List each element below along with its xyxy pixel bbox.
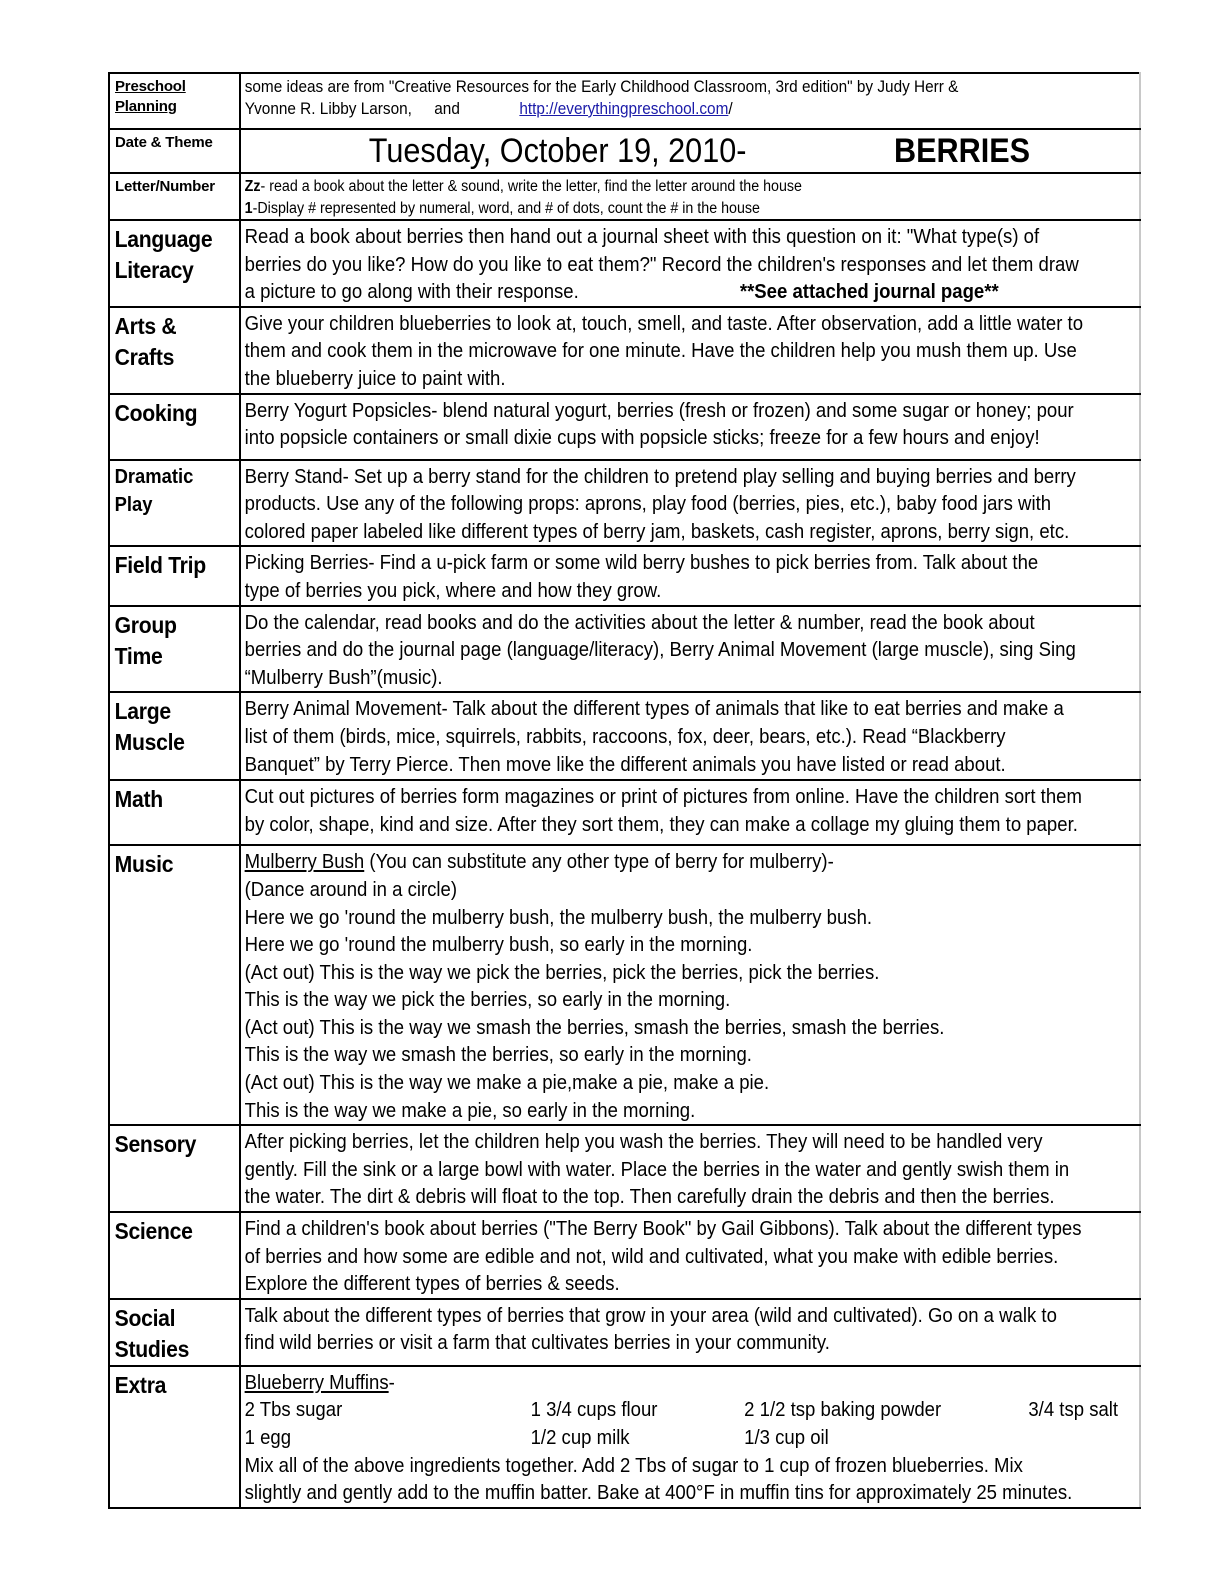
song-heading: [245, 848, 1140, 876]
table-row-dramatic-play: [109, 460, 1140, 547]
text-line: gently. Fill the sink or a large bowl with water. Place the berries in the water and gently swish them in: [244, 1157, 1070, 1181]
table-row-cooking: [109, 394, 1140, 460]
ingredient: 3/4 tsp salt: [1028, 1398, 1119, 1422]
music-cell: [240, 845, 1140, 1125]
source-credit-cell: [240, 73, 1140, 129]
cooking-cell: [240, 394, 1140, 460]
row-label-social-studies: [109, 1299, 240, 1366]
letter-activity: [245, 176, 1128, 198]
ingredient: 1 3/4 cups flour: [530, 1398, 658, 1422]
table-row-large-muscle: [109, 692, 1140, 780]
text-line: After picking berries, let the children help you wash the berries. They will need to be handled very: [244, 1130, 1043, 1154]
label-large: Large: [114, 698, 171, 725]
label-arts: Arts &: [114, 312, 177, 339]
text-line: Give your children blueberries to look at, touch, smell, and taste. After observation, add a little water to: [244, 311, 1084, 335]
song-title: Mulberry Bush: [244, 850, 365, 874]
label-date-theme: Date & Theme: [115, 134, 213, 151]
label-dramatic: Dramatic: [114, 465, 194, 488]
label-social: Social: [114, 1304, 176, 1331]
ingredient: 1/2 cup milk: [530, 1426, 630, 1449]
row-label-arts-crafts: [109, 307, 240, 394]
text-line: berries and do the journal page (language/literacy), Berry Animal Movement (large muscle), sing Sing: [244, 638, 1076, 662]
recipe-instruction-line: slightly and gently add to the muffin batter. Bake at 400°F in muffin tins for approximately 25 minutes.: [244, 1481, 1073, 1505]
label-preschool: Preschool: [115, 78, 186, 95]
text-line: “Mulberry Bush”(music).: [244, 665, 443, 689]
letter-of-day: Zz: [244, 178, 261, 195]
label-field-trip: Field Trip: [114, 552, 206, 579]
text-line: Picking Berries- Find a u-pick farm or some wild berry bushes to pick berries from. Talk about the: [244, 551, 1039, 575]
label-language: Language: [114, 226, 213, 252]
ingredients-row-2: [245, 1424, 1140, 1452]
lyric-line: This is the way we smash the berries, so early in the morning.: [244, 1043, 752, 1067]
row-label-date-theme: [109, 129, 240, 173]
text-line: of berries and how some are edible and not, wild and cultivated, what you make with edible berries.: [244, 1244, 1059, 1268]
number-activity-text: -Display # represented by numeral, word, and # of dots, count the # in the house: [252, 199, 760, 217]
source-and: and: [434, 100, 460, 118]
arts-crafts-cell: [240, 307, 1140, 394]
source-authors: Yvonne R. Libby Larson,: [244, 100, 412, 118]
text-line: find wild berries or visit a farm that cultivates berries in your community.: [244, 1331, 830, 1355]
large-muscle-cell: [240, 692, 1140, 780]
table-row-letter-number: [109, 173, 1140, 220]
text-line: [245, 278, 1140, 306]
label-play: Play: [114, 493, 153, 516]
text-line: type of berries you pick, where and how they grow.: [244, 578, 662, 602]
row-label-sensory: [109, 1125, 240, 1212]
text-line: Talk about the different types of berries that grow in your area (wild and cultivated). Go on a walk to: [244, 1303, 1057, 1327]
table-row-math: [109, 780, 1140, 845]
label-planning: Planning: [115, 98, 177, 115]
label-literacy: Literacy: [114, 257, 194, 283]
table-row-sensory: [109, 1125, 1140, 1212]
lyric-line: (Act out) This is the way we smash the berries, smash the berries, smash the berries.: [244, 1015, 945, 1039]
dramatic-play-cell: [240, 460, 1140, 547]
table-row-date-theme: [109, 129, 1140, 173]
row-label-letter-number: [109, 173, 240, 220]
everythingpreschool-link[interactable]: http://everythingpreschool.com: [519, 100, 729, 118]
text-line: list of them (birds, mice, squirrels, rabbits, raccoons, fox, deer, bears, etc.). Read “Blackberry: [244, 724, 1006, 748]
label-group: Group: [114, 611, 177, 638]
lyric-line: (Act out) This is the way we make a pie,make a pie, make a pie.: [244, 1071, 770, 1095]
ingredient: 2 1/2 tsp baking powder: [744, 1398, 942, 1422]
lyric-line: Here we go 'round the mulberry bush, so early in the morning.: [244, 933, 753, 957]
text-line: Do the calendar, read books and do the activities about the letter & number, read the book about: [244, 610, 1035, 634]
text-line: them and cook them in the microwave for one minute. Have the children help you mush them up. Use: [244, 339, 1077, 363]
text-line: the blueberry juice to paint with.: [244, 366, 506, 390]
table-row-social-studies: [109, 1299, 1140, 1366]
recipe-title-suffix: -: [388, 1370, 395, 1394]
text-line: Berry Stand- Set up a berry stand for the children to pretend play selling and buying berries and berry: [244, 464, 1076, 488]
label-science: Science: [114, 1218, 193, 1245]
label-sensory: Sensory: [114, 1131, 197, 1158]
table-row-group-time: [109, 606, 1140, 693]
row-label-field-trip: [109, 546, 240, 605]
label-math: Math: [114, 786, 163, 813]
lyric-line: (Dance around in a circle): [244, 877, 458, 901]
text-line-part: a picture to go along with their response.: [244, 280, 579, 304]
text-line: colored paper labeled like different types of berry jam, baskets, cash register, aprons, berry sign, etc.: [244, 519, 1070, 543]
text-line: products. Use any of the following props: aprons, play food (berries, pies, etc.), baby food jars with: [244, 492, 1052, 516]
extra-cell: [240, 1366, 1140, 1508]
number-of-day: 1: [244, 199, 253, 217]
text-line: Berry Yogurt Popsicles- blend natural yogurt, berries (fresh or frozen) and some sugar or honey; pour: [244, 398, 1074, 422]
ingredient: 1 egg: [244, 1426, 292, 1449]
link-suffix: /: [728, 100, 733, 118]
label-time: Time: [114, 642, 163, 669]
row-label-language-literacy: [109, 220, 240, 307]
lesson-theme: BERRIES: [894, 132, 1031, 170]
label-crafts: Crafts: [114, 343, 175, 370]
text-line: berries do you like? How do you like to eat them?" Record the children's responses and let them draw: [244, 252, 1079, 276]
text-line: Explore the different types of berries & seeds.: [244, 1272, 620, 1296]
label-extra: Extra: [114, 1371, 167, 1398]
table-row-science: [109, 1212, 1140, 1299]
text-line: Cut out pictures of berries form magazines or print of pictures from online. Have the children sort them: [244, 785, 1082, 809]
letter-number-cell: [240, 173, 1140, 220]
lyric-line: (Act out) This is the way we pick the berries, pick the berries, pick the berries.: [244, 960, 880, 984]
recipe-title: Blueberry Muffins: [244, 1370, 389, 1394]
lesson-date: Tuesday, October 19, 2010-: [368, 132, 747, 170]
science-cell: [240, 1212, 1140, 1299]
text-line: Read a book about berries then hand out a journal sheet with this question on it: "What type(s) of: [244, 225, 1040, 248]
math-cell: [240, 780, 1140, 845]
table-row-field-trip: [109, 546, 1140, 605]
table-row-music: [109, 845, 1140, 1125]
lyric-line: This is the way we make a pie, so early in the morning.: [244, 1098, 696, 1122]
text-line: Berry Animal Movement- Talk about the different types of animals that like to eat berries and make a: [244, 697, 1064, 721]
date-theme-cell: [240, 129, 1140, 173]
song-note: (You can substitute any other type of berry for mulberry)-: [364, 850, 834, 874]
text-line: by color, shape, kind and size. After they sort them, they can make a collage my gluing them to paper.: [244, 812, 1078, 836]
label-cooking: Cooking: [114, 399, 198, 426]
group-time-cell: [240, 606, 1140, 693]
ingredient: 1/3 cup oil: [744, 1426, 829, 1449]
row-label-large-muscle: [109, 692, 240, 780]
ingredient: 2 Tbs sugar: [244, 1398, 343, 1422]
journal-page-note: **See attached journal page**: [739, 280, 999, 304]
social-studies-cell: [240, 1299, 1140, 1366]
source-credit-line2: [245, 98, 1138, 120]
preschool-plan-table: [108, 72, 1141, 1509]
row-label-extra: [109, 1366, 240, 1508]
table-row-extra: [109, 1366, 1140, 1508]
source-credit-line1: some ideas are from "Creative Resources for the Early Childhood Classroom, 3rd edition" by Judy Herr &: [244, 78, 959, 96]
row-label-group-time: [109, 606, 240, 693]
row-label-science: [109, 1212, 240, 1299]
row-label-music: [109, 845, 240, 1125]
letter-activity-text: - read a book about the letter & sound, write the letter, find the letter around the house: [260, 178, 802, 195]
text-line: Banquet” by Terry Pierce. Then move like the different animals you have listed or read about.: [244, 752, 1006, 776]
sensory-cell: [240, 1125, 1140, 1212]
text-line: into popsicle containers or small dixie cups with popsicle sticks; freeze for a few hours and enjoy!: [244, 426, 1040, 450]
recipe-instruction-line: Mix all of the above ingredients together. Add 2 Tbs of sugar to 1 cup of frozen blueberries. Mix: [244, 1453, 1023, 1477]
text-line: the water. The dirt & debris will float to the top. Then carefully drain the debris and then the berries.: [244, 1185, 1055, 1209]
table-row-language-literacy: [109, 220, 1140, 307]
label-music: Music: [114, 851, 174, 878]
lyric-line: This is the way we pick the berries, so early in the morning.: [244, 988, 731, 1012]
table-row-header: [109, 73, 1140, 129]
row-label-dramatic-play: [109, 460, 240, 547]
row-label-preschool-planning: [109, 73, 240, 129]
lyric-line: Here we go 'round the mulberry bush, the mulberry bush, the mulberry bush.: [244, 905, 873, 929]
row-label-math: [109, 780, 240, 845]
label-studies: Studies: [114, 1335, 190, 1362]
row-label-cooking: [109, 394, 240, 460]
table-row-arts-crafts: [109, 307, 1140, 394]
label-letter-number: Letter/Number: [115, 178, 215, 195]
number-activity: [245, 198, 1128, 220]
field-trip-cell: [240, 546, 1140, 605]
ingredients-row-1: [245, 1396, 1140, 1424]
label-muscle: Muscle: [114, 729, 185, 756]
recipe-heading: [245, 1369, 1140, 1397]
language-literacy-cell: [240, 220, 1140, 307]
text-line: Find a children's book about berries ("The Berry Book" by Gail Gibbons). Talk about the different types: [244, 1217, 1082, 1241]
